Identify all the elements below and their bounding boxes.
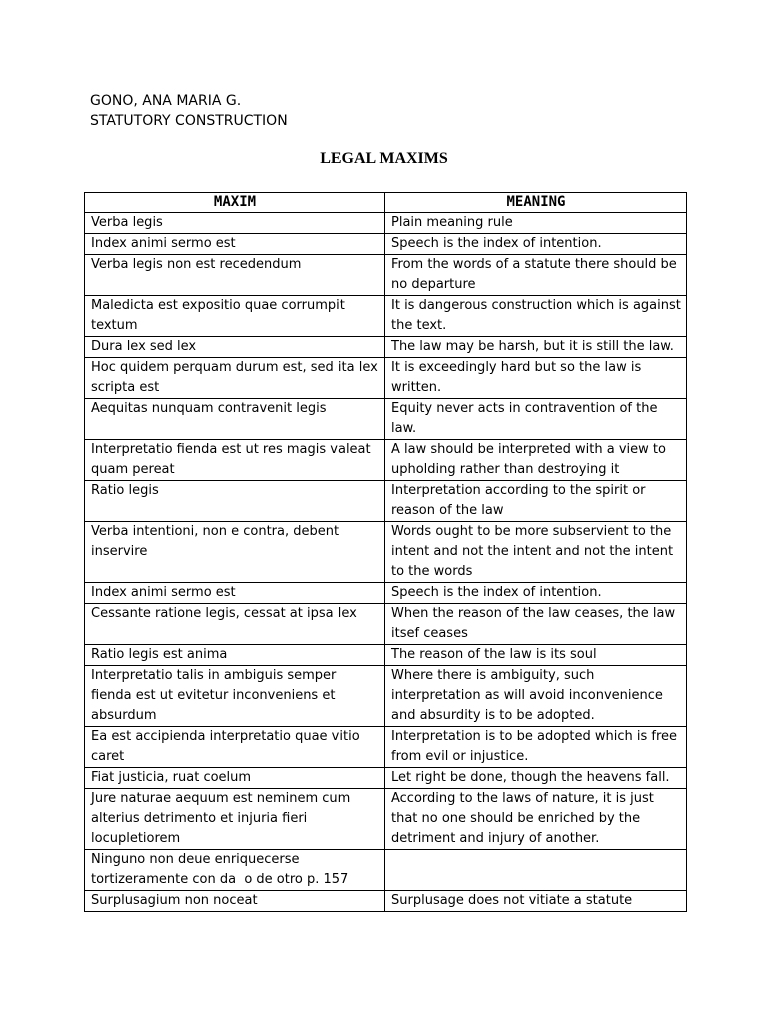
course-name: STATUTORY CONSTRUCTION: [90, 113, 288, 129]
meaning-cell: When the reason of the law ceases, the law itsef ceases: [385, 604, 687, 645]
table-row: [85, 440, 687, 481]
meaning-cell: Speech is the index of intention.: [385, 583, 687, 604]
table-row: [85, 358, 687, 399]
meaning-cell: [385, 850, 687, 891]
table-row: [85, 768, 687, 789]
maxim-cell: Verba intentioni, non e contra, debent inservire: [85, 522, 385, 583]
maxim-cell: Verba legis non est recedendum: [85, 255, 385, 296]
meaning-cell: From the words of a statute there should be no departure: [385, 255, 687, 296]
maxim-cell: Verba legis: [85, 213, 385, 234]
table-row: [85, 666, 687, 727]
maxim-cell: Interpretatio talis in ambiguis semper fienda est ut evitetur inconveniens et absurdum: [85, 666, 385, 727]
maxim-cell: Jure naturae aequum est neminem cum alterius detrimento et injuria fieri locupletiorem: [85, 789, 385, 850]
maxim-cell: Index animi sermo est: [85, 234, 385, 255]
maxims-table: [84, 192, 687, 912]
meaning-cell: Let right be done, though the heavens fall.: [385, 768, 687, 789]
meaning-cell: A law should be interpreted with a view to upholding rather than destroying it: [385, 440, 687, 481]
table-row: [85, 891, 687, 912]
table-row: [85, 234, 687, 255]
meaning-cell: Speech is the index of intention.: [385, 234, 687, 255]
meaning-cell: Words ought to be more subservient to the intent and not the intent and not the intent to the words: [385, 522, 687, 583]
maxim-cell: Ratio legis est anima: [85, 645, 385, 666]
meaning-cell: Plain meaning rule: [385, 213, 687, 234]
meaning-cell: It is exceedingly hard but so the law is written.: [385, 358, 687, 399]
table-row: [85, 255, 687, 296]
table-row: [85, 399, 687, 440]
maxim-cell: Ninguno non deue enriquecerse tortizeramente con da o de otro p. 157: [85, 850, 385, 891]
meaning-cell: Surplusage does not vitiate a statute: [385, 891, 687, 912]
document-title: LEGAL MAXIMS: [320, 150, 448, 167]
table-row: [85, 337, 687, 358]
column-header-meaning: MEANING: [385, 193, 687, 213]
table-row: [85, 213, 687, 234]
author-name: GONO, ANA MARIA G.: [90, 93, 242, 109]
maxim-cell: Index animi sermo est: [85, 583, 385, 604]
maxim-cell: Maledicta est expositio quae corrumpit textum: [85, 296, 385, 337]
table-header-row: [85, 193, 687, 213]
column-header-maxim: MAXIM: [85, 193, 385, 213]
maxim-cell: Cessante ratione legis, cessat at ipsa lex: [85, 604, 385, 645]
meaning-cell: It is dangerous construction which is against the text.: [385, 296, 687, 337]
document-header: [90, 91, 288, 131]
maxim-cell: Ea est accipienda interpretatio quae vitio caret: [85, 727, 385, 768]
table-row: [85, 583, 687, 604]
table-row: [85, 789, 687, 850]
maxim-cell: Fiat justicia, ruat coelum: [85, 768, 385, 789]
meaning-cell: Interpretation is to be adopted which is free from evil or injustice.: [385, 727, 687, 768]
table-row: [85, 645, 687, 666]
table-body: [85, 213, 687, 912]
maxim-cell: Ratio legis: [85, 481, 385, 522]
meaning-cell: According to the laws of nature, it is just that no one should be enriched by the detriment and injury of another.: [385, 789, 687, 850]
meaning-cell: The reason of the law is its soul: [385, 645, 687, 666]
maxim-cell: Interpretatio fienda est ut res magis valeat quam pereat: [85, 440, 385, 481]
maxim-cell: Aequitas nunquam contravenit legis: [85, 399, 385, 440]
maxim-cell: Surplusagium non noceat: [85, 891, 385, 912]
table-row: [85, 727, 687, 768]
table-row: [85, 850, 687, 891]
maxim-cell: Dura lex sed lex: [85, 337, 385, 358]
table-row: [85, 522, 687, 583]
table-row: [85, 296, 687, 337]
meaning-cell: Equity never acts in contravention of the law.: [385, 399, 687, 440]
table-row: [85, 604, 687, 645]
meaning-cell: Where there is ambiguity, such interpretation as will avoid inconvenience and absurdity is to be adopted.: [385, 666, 687, 727]
table-row: [85, 481, 687, 522]
meaning-cell: The law may be harsh, but it is still the law.: [385, 337, 687, 358]
maxim-cell: Hoc quidem perquam durum est, sed ita lex scripta est: [85, 358, 385, 399]
meaning-cell: Interpretation according to the spirit or reason of the law: [385, 481, 687, 522]
